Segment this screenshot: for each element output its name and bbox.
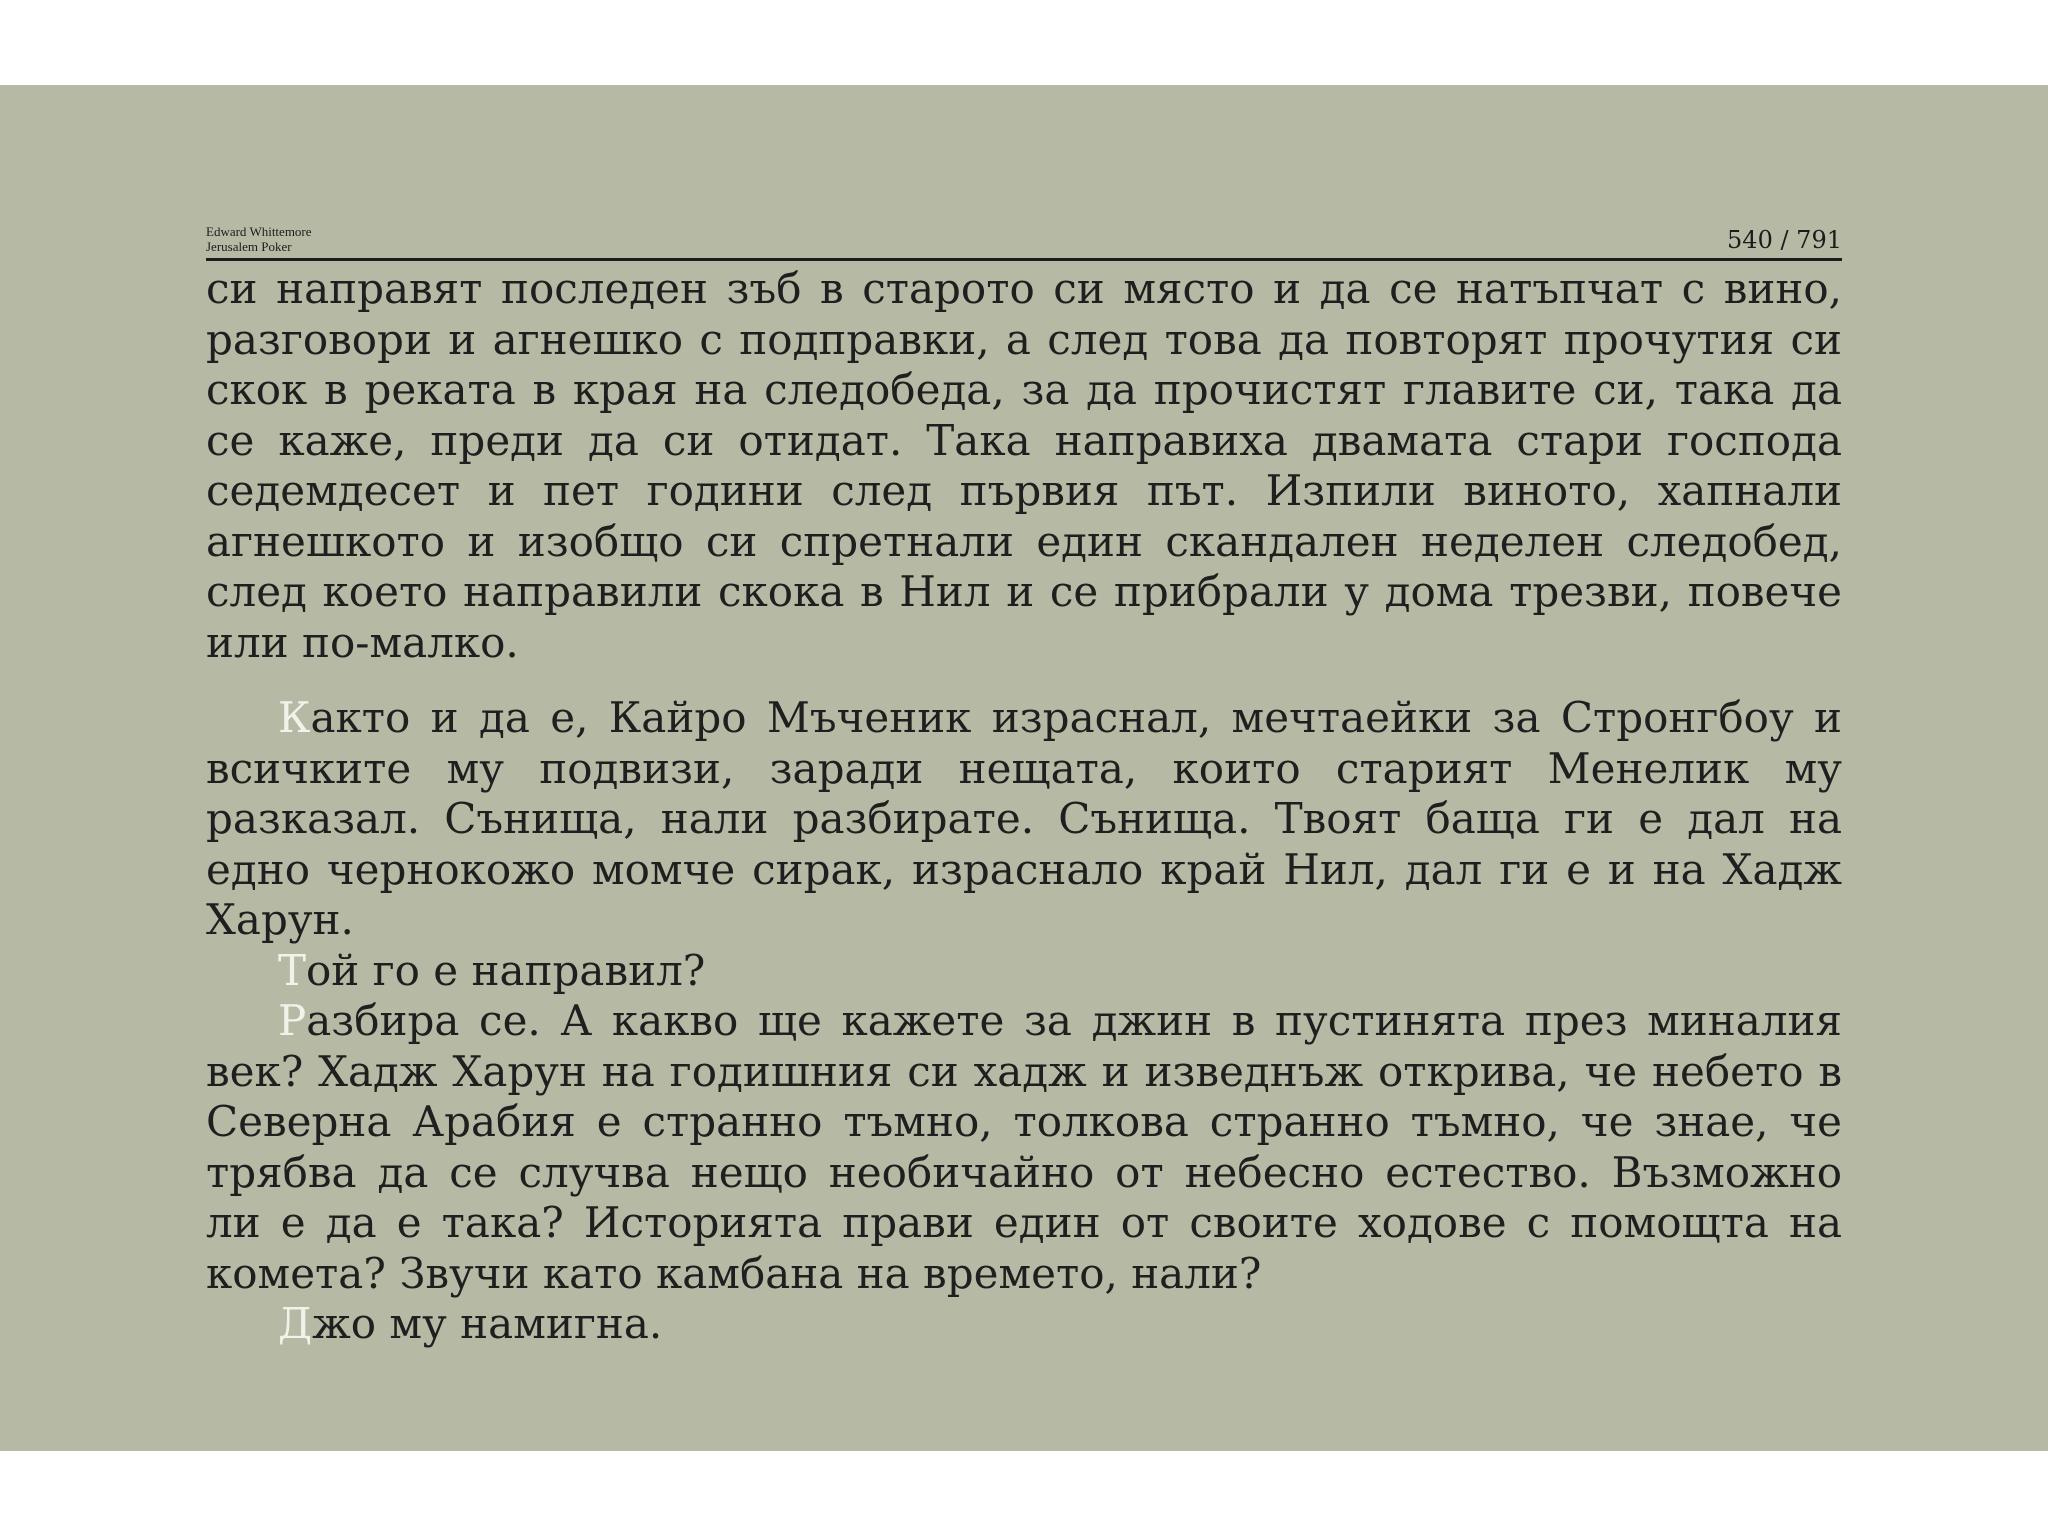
paragraph-initial: Д (278, 1299, 313, 1348)
paragraph (206, 264, 1842, 668)
paragraph-initial: Т (278, 945, 307, 995)
page-body-text (206, 264, 1842, 1350)
paragraph (206, 946, 1842, 997)
paragraph-text: ой го е направил? (306, 945, 706, 995)
paragraph-initial: Р (278, 996, 307, 1045)
paragraph-text: акто и да е, Кайро Мъченик израснал, мечтаейки за Стронгбоу и всичките му подвизи, заради нещата, които старият Менелик му разказал. Сънища, нали разбирате. Сънища. Твоят баща ги е дал на едно чернокожо момче сирак, израснало край Нил, дал ги е и на Хадж Харун. (206, 693, 1842, 944)
book-title: Jerusalem Poker (206, 239, 292, 254)
paragraph-text: жо му намигна. (312, 1299, 663, 1348)
paragraph-text: си направят последен зъб в старото си място и да се натъпчат с вино, разговори и агнешко с подправки, а след това да повторят прочутия си скок в реката в края на следобеда, за да прочистят главите си, така да се каже, преди да си отидат. Така направиха двамата стари господа седемдесет и пет години след първия път. Изпили виното, хапнали агнешкото и изобщо си спретнали един скандален неделен следобед, след което направили скока в Нил и се прибрали у дома трезви, повече или по-малко. (206, 264, 1842, 667)
paragraph-text: азбира се. А какво ще кажете за джин в пустинята през миналия век? Хадж Харун на годишния си хадж и изведнъж открива, че небето в Северна Арабия е странно тъмно, толкова странно тъмно, че знае, че трябва да се случва нещо необичайно от небесно естество. Възможно ли е да е така? Историята прави един от своите ходове с помощта на комета? Звучи като камбана на времето, нали? (206, 996, 1842, 1298)
author-name: Edward Whittemore (206, 224, 312, 239)
paragraph (206, 693, 1842, 946)
book-meta (206, 224, 312, 254)
paragraph (206, 996, 1842, 1299)
paragraph (206, 1299, 1842, 1350)
page-header (206, 137, 1842, 261)
paragraph-initial: К (278, 693, 311, 742)
page-indicator: 540 / 791 (1727, 226, 1842, 254)
